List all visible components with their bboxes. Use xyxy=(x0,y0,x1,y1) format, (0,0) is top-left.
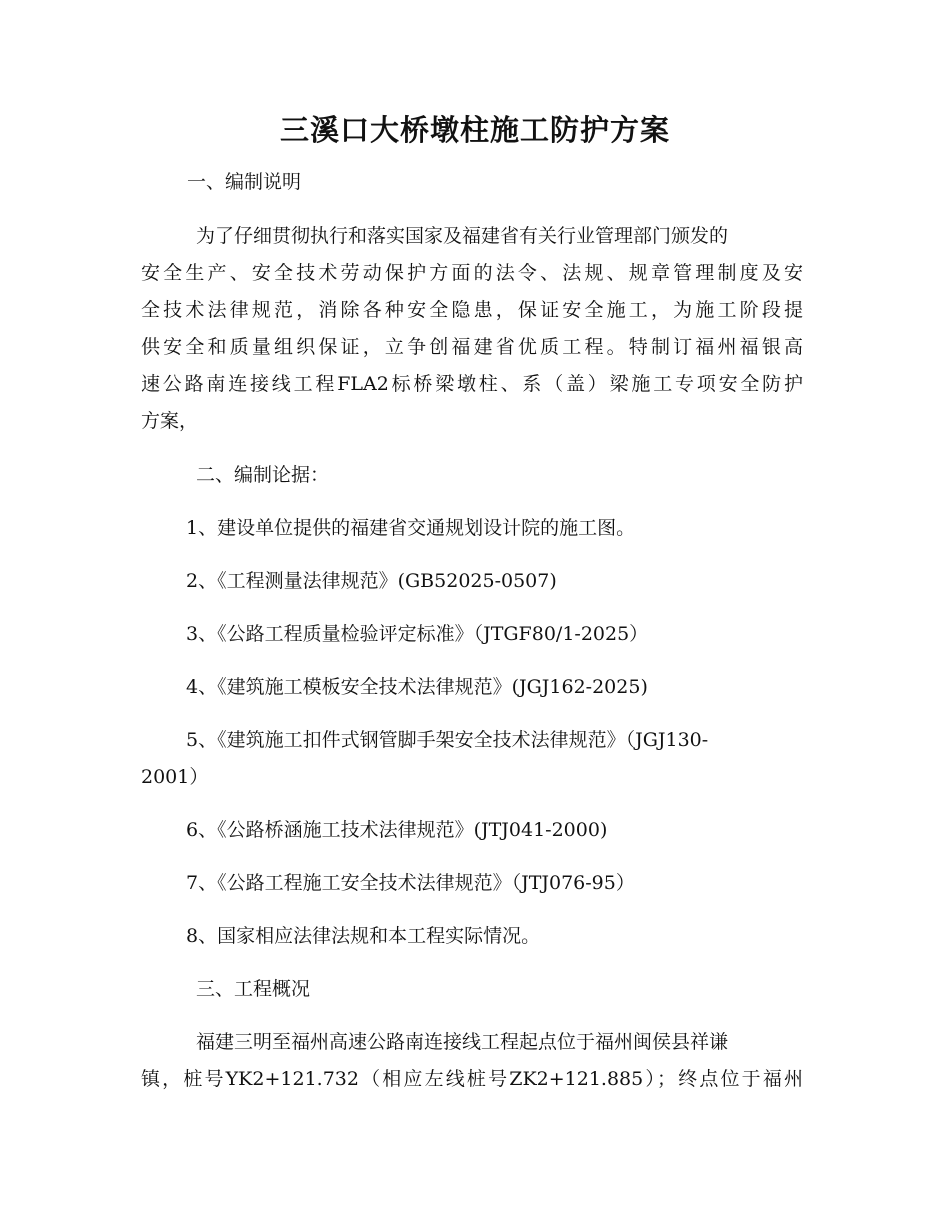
paragraph-line: 速公路南连接线工程FLA2标桥梁墩柱、系（盖）梁施工专项安全防护 xyxy=(141,373,803,395)
basis-item-continuation: 2001） xyxy=(141,766,209,788)
paragraph-line: 为了仔细贯彻执行和落实国家及福建省有关行业管理部门颁发的 xyxy=(196,225,729,247)
document-title: 三溪口大桥墩柱施工防护方案 xyxy=(279,113,670,147)
basis-item: 5、《建筑施工扣件式钢管脚手架安全技术法律规范》（JGJ130- xyxy=(186,729,709,751)
paragraph-line: 安全生产、安全技术劳动保护方面的法令、法规、规章管理制度及安 xyxy=(141,262,803,284)
basis-item: 4、《建筑施工模板安全技术法律规范》(JGJ162-2025) xyxy=(186,676,648,698)
basis-item: 1、建设单位提供的福建省交通规划设计院的施工图。 xyxy=(186,517,636,539)
section-heading-3: 三、工程概况 xyxy=(196,978,311,1000)
paragraph-line: 镇，桩号YK2+121.732（相应左线桩号ZK2+121.885）；终点位于福州 xyxy=(141,1068,803,1090)
paragraph-line: 方案， xyxy=(141,410,199,432)
basis-item: 7、《公路工程施工安全技术法律规范》（JTJ076-95） xyxy=(186,872,635,894)
basis-item: 6、《公路桥涵施工技术法律规范》(JTJ041-2000) xyxy=(186,819,608,841)
paragraph-line: 福建三明至福州高速公路南连接线工程起点位于福州闽侯县祥谦 xyxy=(196,1031,729,1053)
basis-item: 3、《公路工程质量检验评定标准》（JTGF80/1-2025） xyxy=(186,623,649,645)
basis-item: 8、国家相应法律法规和本工程实际情况。 xyxy=(186,925,541,947)
paragraph-line: 供安全和质量组织保证，立争创福建省优质工程。特制订福州福银高 xyxy=(141,336,803,358)
basis-item: 2、《工程测量法律规范》(GB52025-0507) xyxy=(186,570,557,592)
section-heading-2: 二、编制论据： xyxy=(196,464,330,486)
section-heading-1: 一、编制说明 xyxy=(187,171,302,193)
paragraph-line: 全技术法律规范，消除各种安全隐患，保证安全施工，为施工阶段提 xyxy=(141,299,803,321)
